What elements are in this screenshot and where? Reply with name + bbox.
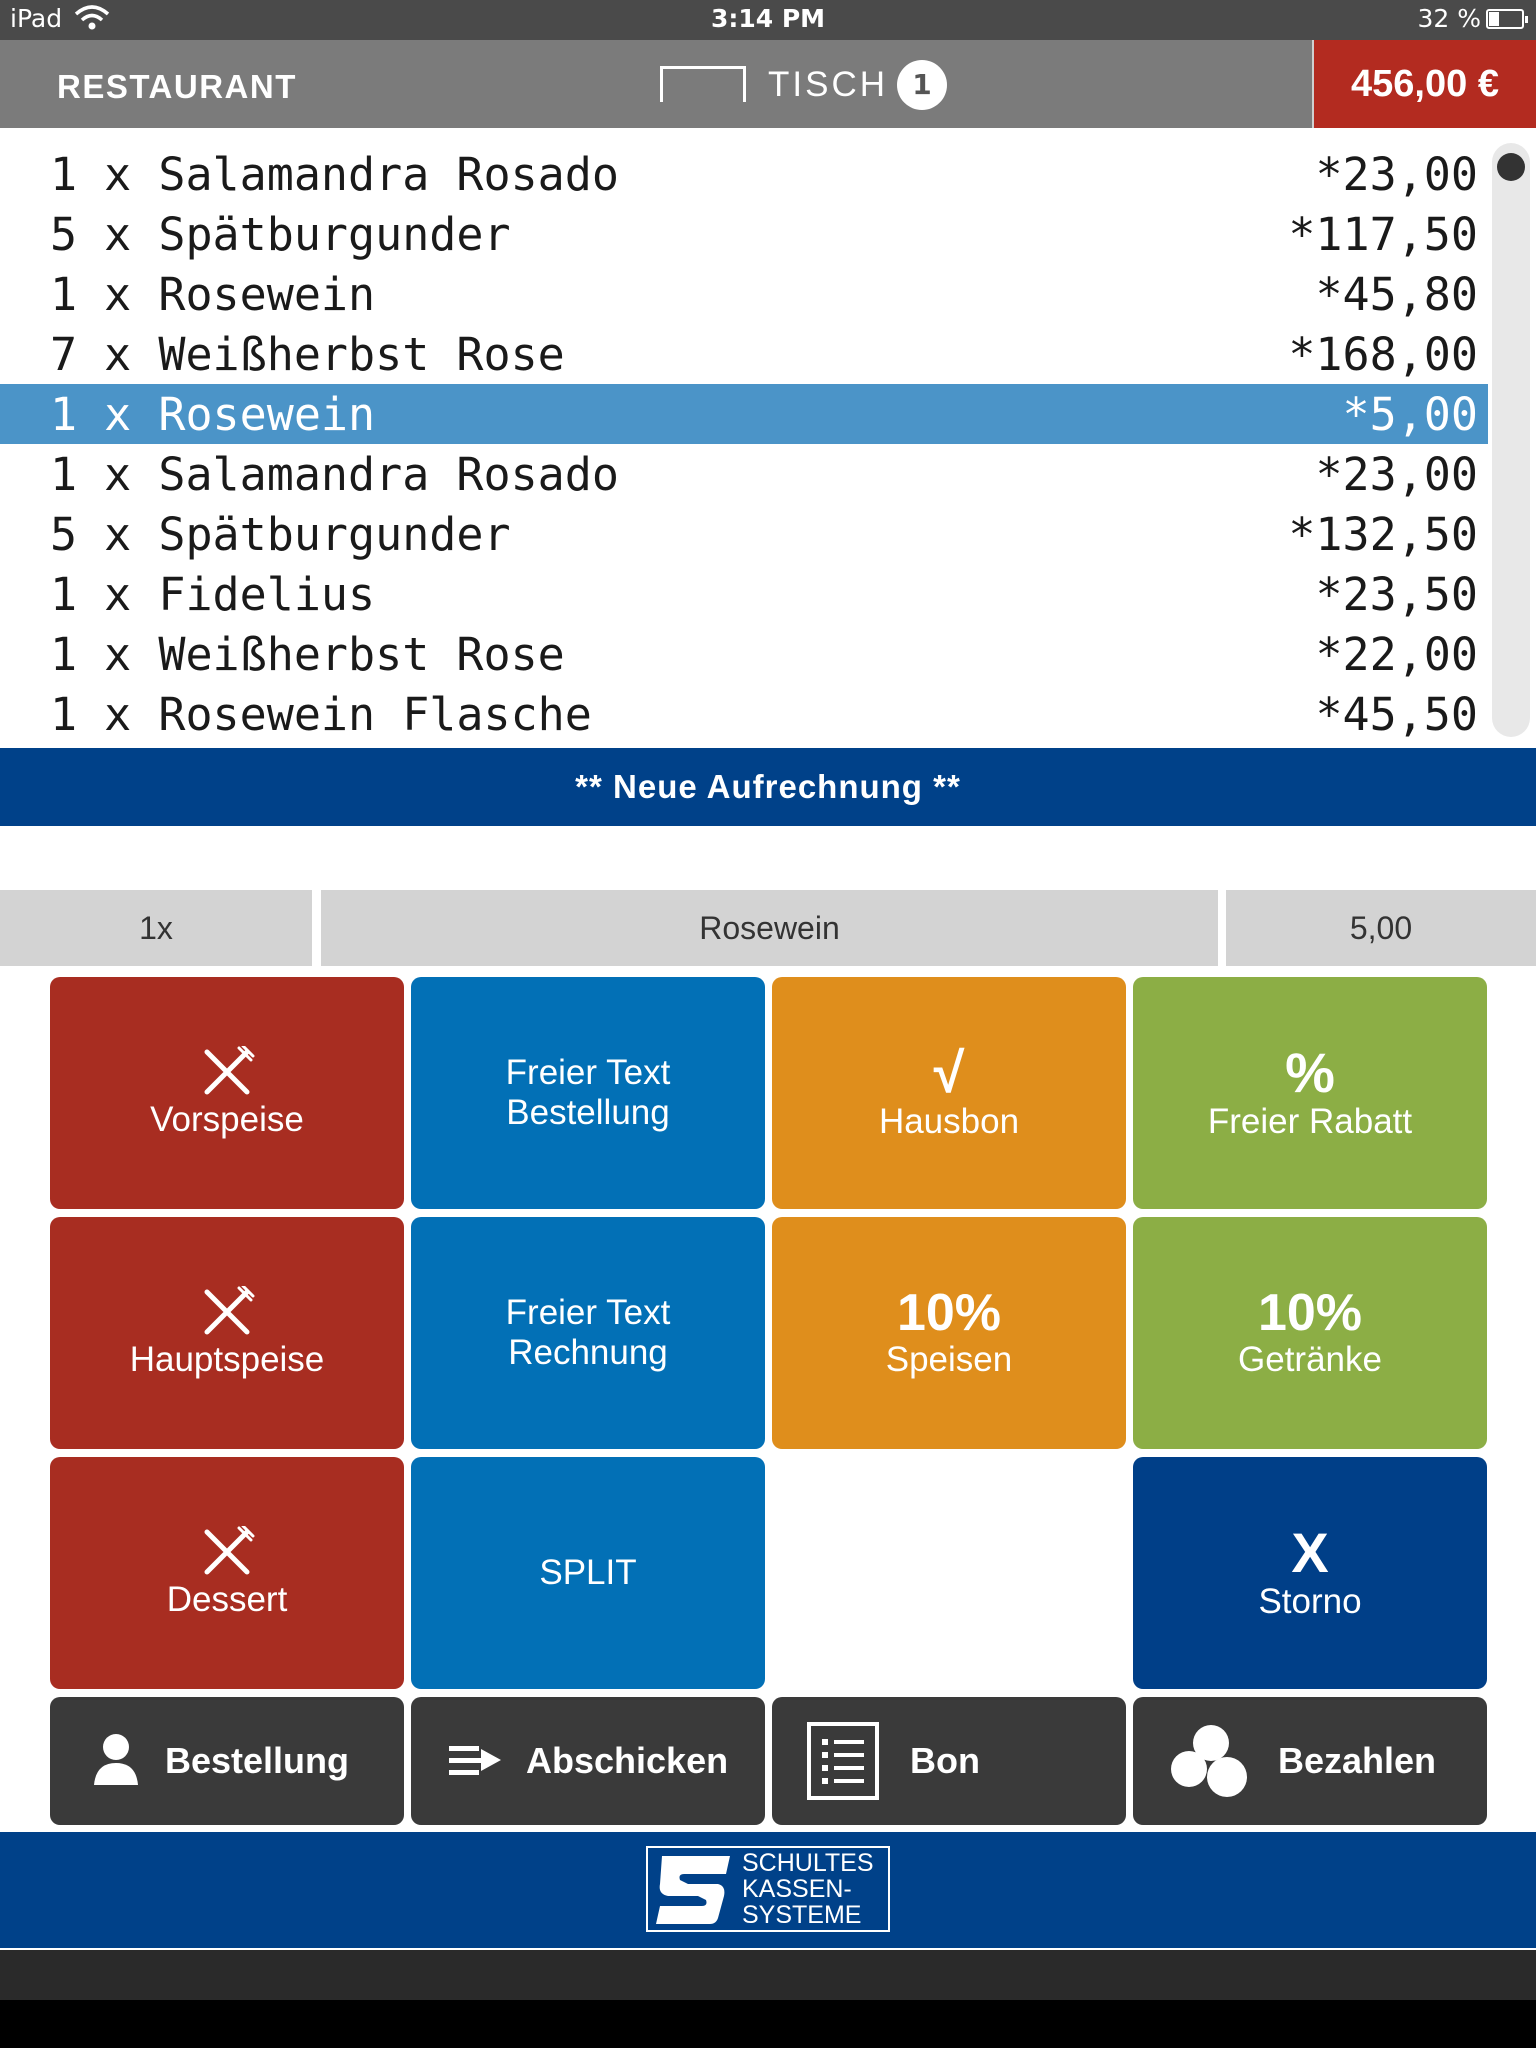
order-item-desc: 1 x Salamandra Rosado <box>50 448 619 501</box>
order-item-desc: 1 x Weißherbst Rose <box>50 628 565 681</box>
cutlery-icon <box>199 1526 255 1576</box>
order-row[interactable] <box>0 384 1488 444</box>
freitext-rechnung-line1: Freier Text <box>505 1293 671 1332</box>
order-item-price: *117,50 <box>1288 208 1478 261</box>
bon-button[interactable] <box>772 1697 1126 1825</box>
speisen-percent: 10% <box>896 1284 1002 1342</box>
order-item-desc: 1 x Fidelius <box>50 568 376 621</box>
order-row[interactable] <box>0 624 1488 684</box>
device-label: iPad <box>10 4 63 33</box>
order-item-price: *45,50 <box>1315 688 1478 741</box>
order-row[interactable] <box>0 324 1488 384</box>
selected-item-name[interactable]: Rosewein <box>321 890 1218 966</box>
storno-button[interactable] <box>1133 1457 1487 1689</box>
battery-percent: 32 % <box>1417 4 1481 33</box>
split-label: SPLIT <box>539 1553 637 1592</box>
bottom-strip <box>0 1950 1536 2000</box>
cutlery-icon <box>199 1286 255 1336</box>
storno-label: Storno <box>1258 1582 1362 1621</box>
header-bar <box>0 40 1536 128</box>
order-row[interactable] <box>0 504 1488 564</box>
getraenke-percent: 10% <box>1257 1284 1363 1342</box>
logo-mark-icon <box>652 1852 734 1926</box>
order-item-price: *168,00 <box>1288 328 1478 381</box>
order-list[interactable] <box>0 138 1536 748</box>
bon-label: Bon <box>910 1740 980 1781</box>
footer <box>0 1832 1536 1948</box>
order-row[interactable] <box>0 684 1488 744</box>
freier-rabatt-label: Freier Rabatt <box>1207 1102 1413 1141</box>
order-item-desc: 1 x Salamandra Rosado <box>50 148 619 201</box>
order-row[interactable] <box>0 144 1488 204</box>
close-icon: X <box>1291 1521 1329 1584</box>
hausbon-label: Hausbon <box>878 1102 1020 1141</box>
order-row[interactable] <box>0 264 1488 324</box>
order-item-desc: 1 x Rosewein <box>50 268 376 321</box>
hausbon-button[interactable] <box>772 977 1126 1209</box>
table-number-badge[interactable]: 1 <box>897 60 947 110</box>
selected-item-qty[interactable]: 1x <box>0 890 312 966</box>
logo-text-line1: SCHULTES <box>742 1849 874 1877</box>
bottom-bezel <box>0 2000 1536 2048</box>
order-list-scrollbar[interactable] <box>1492 143 1530 737</box>
bestellung-button[interactable] <box>50 1697 404 1825</box>
order-item-price: *23,00 <box>1315 148 1478 201</box>
receipt-icon <box>806 1721 880 1801</box>
send-icon <box>447 1729 503 1791</box>
hauptspeise-label: Hauptspeise <box>129 1340 325 1379</box>
selected-item-price[interactable]: 5,00 <box>1226 890 1536 966</box>
battery-icon <box>1486 9 1524 29</box>
new-calculation-banner: ** Neue Aufrechnung ** <box>0 748 1536 826</box>
clock: 3:14 PM <box>710 4 826 33</box>
scrollbar-thumb[interactable] <box>1497 153 1525 181</box>
hauptspeise-button[interactable] <box>50 1217 404 1449</box>
vorspeise-label: Vorspeise <box>150 1100 304 1139</box>
abschicken-button[interactable] <box>411 1697 765 1825</box>
bestellung-label: Bestellung <box>165 1740 350 1781</box>
order-item-desc: 5 x Spätburgunder <box>50 208 511 261</box>
order-total[interactable]: 456,00 € <box>1312 40 1536 128</box>
percent-icon: % <box>1285 1041 1335 1104</box>
order-item-price: *45,80 <box>1315 268 1478 321</box>
cutlery-icon <box>199 1046 255 1096</box>
logo-text-line3: SYSTEME <box>742 1901 862 1929</box>
order-item-price: *132,50 <box>1288 508 1478 561</box>
order-item-price: *22,00 <box>1315 628 1478 681</box>
dessert-label: Dessert <box>166 1580 288 1619</box>
order-item-price: *23,00 <box>1315 448 1478 501</box>
freitext-bestellung-button[interactable] <box>411 977 765 1209</box>
order-item-desc: 1 x Rosewein Flasche <box>50 688 592 741</box>
getraenke-label: Getränke <box>1238 1340 1382 1379</box>
abschicken-label: Abschicken <box>526 1740 729 1781</box>
freitext-rechnung-line2: Rechnung <box>508 1333 668 1372</box>
table-icon[interactable] <box>660 66 746 102</box>
vorspeise-button[interactable] <box>50 977 404 1209</box>
speisen-discount-button[interactable] <box>772 1217 1126 1449</box>
bezahlen-button[interactable] <box>1133 1697 1487 1825</box>
logo-text-line2: KASSEN- <box>742 1875 852 1903</box>
checkmark-icon: √ <box>933 1041 965 1104</box>
freier-rabatt-button[interactable] <box>1133 977 1487 1209</box>
freitext-bestellung-line1: Freier Text <box>505 1053 671 1092</box>
status-bar <box>0 0 1536 40</box>
order-item-price: *23,50 <box>1315 568 1478 621</box>
brand-logo <box>646 1846 890 1932</box>
order-item-desc: 7 x Weißherbst Rose <box>50 328 565 381</box>
order-item-desc: 1 x Rosewein <box>50 388 376 441</box>
freitext-rechnung-button[interactable] <box>411 1217 765 1449</box>
getraenke-discount-button[interactable] <box>1133 1217 1487 1449</box>
coins-icon <box>1169 1723 1253 1801</box>
split-button[interactable] <box>411 1457 765 1689</box>
table-label[interactable]: TISCH <box>768 65 888 104</box>
order-row[interactable] <box>0 444 1488 504</box>
freitext-bestellung-line2: Bestellung <box>506 1093 670 1132</box>
order-item-desc: 5 x Spätburgunder <box>50 508 511 561</box>
section-title[interactable]: RESTAURANT <box>57 68 297 105</box>
order-row[interactable] <box>0 204 1488 264</box>
bezahlen-label: Bezahlen <box>1278 1740 1437 1781</box>
order-item-price: *5,00 <box>1342 388 1478 441</box>
order-row[interactable] <box>0 564 1488 624</box>
speisen-label: Speisen <box>885 1340 1013 1379</box>
dessert-button[interactable] <box>50 1457 404 1689</box>
user-icon <box>92 1729 140 1791</box>
